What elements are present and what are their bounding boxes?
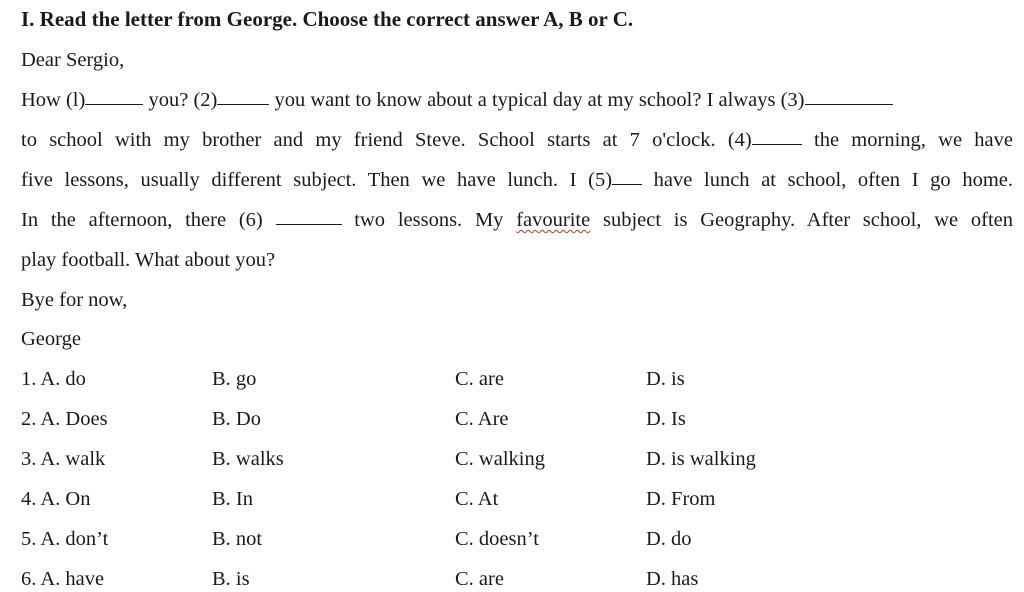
answer-blank-3 (805, 103, 893, 105)
option-a: 1. A. do (21, 368, 86, 390)
letter-text: have lunch at school, often I go home. (642, 169, 1013, 191)
letter-text: you want to know about a typical day at my school? I always (3) (269, 89, 805, 111)
spellcheck-word: favourite (516, 209, 591, 231)
option-a: 2. A. Does (21, 408, 108, 430)
letter-line-3 (21, 168, 1013, 192)
letter-closing: Bye for now, (21, 289, 128, 311)
letter-text: to school with my brother and my friend Steve. School starts at 7 o'clock. (4) (21, 129, 752, 151)
letter-greeting: Dear Sergio, (21, 49, 125, 71)
letter-text: In the afternoon, there (6) (21, 209, 276, 231)
option-a: 5. A. don’t (21, 528, 109, 550)
option-a: 6. A. have (21, 568, 105, 590)
option-b: B. Do (212, 408, 261, 430)
letter-line-1 (21, 88, 893, 112)
exercise-title: I. Read the letter from George. Choose the correct answer A, B or C. (21, 7, 634, 31)
letter-text: subject is Geography. After school, we often (590, 209, 1014, 231)
answer-blank-5 (612, 183, 642, 185)
option-a: 3. A. walk (21, 448, 106, 470)
option-c: C. At (455, 488, 499, 510)
option-b: B. go (212, 368, 257, 390)
answer-blank-4 (752, 143, 802, 145)
option-b: B. not (212, 528, 263, 550)
option-b: B. walks (212, 448, 284, 470)
option-d: D. Is (646, 408, 686, 430)
option-c: C. are (455, 568, 504, 590)
option-d: D. is walking (646, 448, 756, 470)
letter-text: How (l) (21, 89, 86, 111)
option-c: C. walking (455, 448, 545, 470)
letter-text: you? (2) (143, 89, 218, 111)
answer-blank-2 (217, 103, 269, 105)
option-c: C. Are (455, 408, 509, 430)
option-b: B. In (212, 488, 253, 510)
letter-line-2 (21, 128, 1013, 152)
option-d: D. has (646, 568, 699, 590)
option-c: C. are (455, 368, 504, 390)
letter-text: five lessons, usually different subject. Then we have lunch. I (5) (21, 169, 613, 191)
option-d: D. From (646, 488, 716, 510)
option-a: 4. A. On (21, 488, 91, 510)
option-b: B. is (212, 568, 250, 590)
letter-text: two lessons. My (341, 209, 517, 231)
option-d: D. is (646, 368, 685, 390)
letter-text: the morning, we have (801, 129, 1013, 151)
option-c: C. doesn’t (455, 528, 539, 550)
answer-blank-6 (276, 223, 342, 225)
letter-signature: George (21, 328, 81, 350)
letter-line-4 (21, 208, 1013, 232)
letter-line-5: play football. What about you? (21, 249, 276, 271)
option-d: D. do (646, 528, 692, 550)
answer-blank-1 (85, 103, 143, 105)
